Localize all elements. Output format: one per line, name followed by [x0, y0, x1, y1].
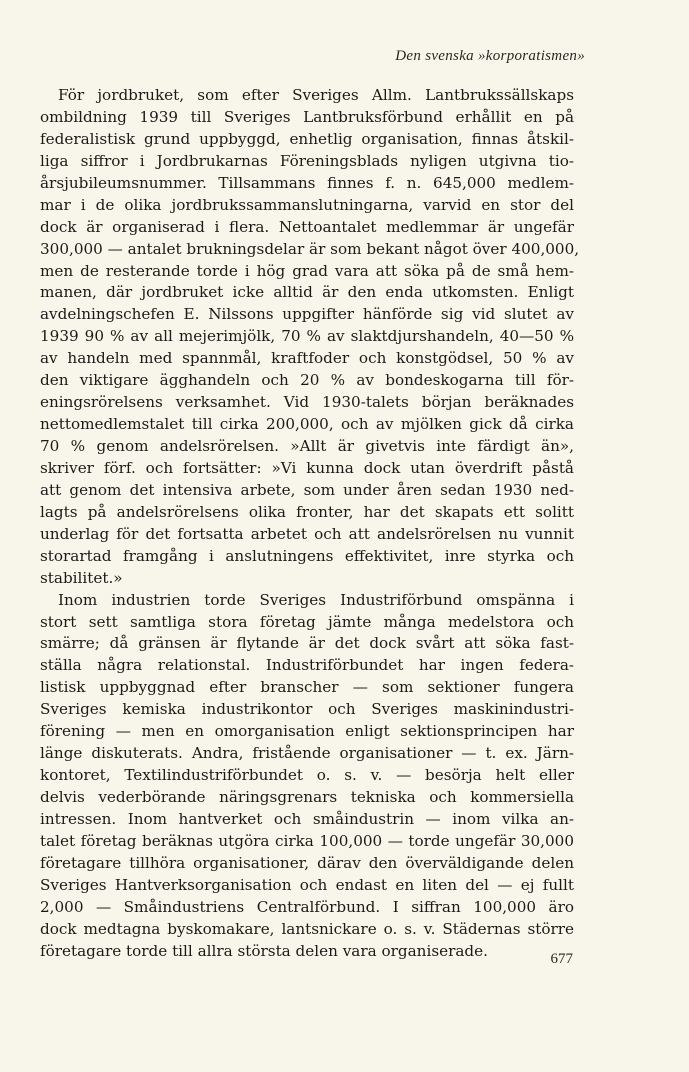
- text-line: talet företag beräknas utgöra cirka 100,000 — torde ungefär 30,000: [40, 831, 574, 850]
- text-line: mar i de olika jordbrukssammanslutningarna, varvid en stor del: [40, 195, 574, 214]
- text-line: stabilitet.»: [40, 568, 123, 587]
- text-line: smärre; då gränsen är flytande är det dock svårt att söka fast-: [40, 634, 574, 653]
- text-line: 1939 90 % av all mejerimjölk, 70 % av slaktdjurshandeln, 40—50 %: [40, 327, 574, 346]
- text-line: men de resterande torde i hög grad vara att söka på de små hem-: [40, 261, 574, 280]
- text-line: eningsrörelsens verksamhet. Vid 1930-talets början beräknades: [40, 393, 574, 412]
- text-line: Sveriges Hantverksorganisation och endast en liten del — ej fullt: [40, 875, 574, 894]
- text-line: företagare tillhöra organisationer, därav den överväldigande delen: [40, 853, 574, 872]
- text-line: att genom det intensiva arbete, som under åren sedan 1930 ned-: [40, 480, 574, 499]
- text-line: den viktigare ägghandeln och 20 % av bondeskogarna till för-: [40, 371, 574, 390]
- text-line: storartad framgång i anslutningens effektivitet, inre styrka och: [40, 546, 574, 565]
- text-line: intressen. Inom hantverket och småindustrin — inom vilka an-: [40, 809, 574, 828]
- text-line: federalistisk grund uppbyggd, enhetlig organisation, finnas åtskil-: [40, 129, 574, 148]
- text-line: Sveriges kemiska industrikontor och Sveriges maskinindustri-: [40, 700, 574, 719]
- text-line: manen, där jordbruket icke alltid är den enda utkomsten. Enligt: [40, 283, 574, 302]
- text-line: För jordbruket, som efter Sveriges Allm. Lantbrukssällskaps: [58, 86, 574, 104]
- body-text: [40, 85, 580, 963]
- text-line: förening — men en omorganisation enligt sektionsprincipen har: [40, 722, 574, 741]
- text-line: av handeln med spannmål, kraftfoder och konstgödsel, 50 % av: [40, 349, 574, 368]
- text-line: avdelningschefen E. Nilssons uppgifter hänförde sig vid slutet av: [40, 305, 574, 324]
- text-line: kontoret, Textilindustriförbundet o. s. v. — besörja helt eller: [40, 766, 574, 785]
- text-line: företagare torde till allra största delen vara organiserade.: [40, 941, 488, 960]
- text-line: 300,000 — antalet brukningsdelar är som bekant något över 400,000,: [40, 239, 580, 258]
- text-line: nettomedlemstalet till cirka 200,000, och av mjölken gick då cirka: [40, 415, 574, 434]
- running-title: Den svenska »korporatismen»: [395, 48, 585, 64]
- text-line: ombildning 1939 till Sveriges Lantbruksförbund erhållit en på: [40, 107, 574, 126]
- text-line: underlag för det fortsatta arbetet och att andelsrörelsen nu vunnit: [40, 524, 574, 543]
- text-line: listisk uppbyggnad efter branscher — som sektioner fungera: [40, 678, 574, 697]
- text-line: dock är organiserad i flera. Nettoantalet medlemmar är ungefär: [40, 217, 574, 236]
- text-line: årsjubileumsnummer. Tillsammans finnes f. n. 645,000 medlem-: [40, 173, 574, 192]
- text-line: delvis vederbörande näringsgrenars tekniska och kommersiella: [40, 788, 574, 806]
- text-line: dock medtagna byskomakare, lantsnickare o. s. v. Städernas större: [40, 919, 574, 938]
- text-line: Inom industrien torde Sveriges Industriförbund omspänna i: [58, 590, 574, 609]
- text-line: lagts på andelsrörelsens olika fronter, har det skapats ett solitt: [40, 502, 574, 521]
- paragraph-farming: [40, 85, 580, 590]
- text-line: 2,000 — Småindustriens Centralförbund. I siffran 100,000 äro: [40, 897, 574, 916]
- text-line: 70 % genom andelsrörelsen. »Allt är givetvis inte färdigt än»,: [40, 437, 574, 455]
- text-line: ställa några relationstal. Industriförbundet har ingen federa-: [40, 656, 574, 675]
- paragraph-industry: [40, 590, 574, 963]
- text-line: liga siffror i Jordbrukarnas Föreningsblads nyligen utgivna tio-: [40, 151, 574, 170]
- text-line: skriver förf. och fortsätter: »Vi kunna dock utan överdrift påstå: [40, 458, 574, 477]
- text-line: stort sett samtliga stora företag jämte många medelstora och: [40, 612, 574, 631]
- page-number: 677: [550, 951, 573, 967]
- text-line: länge diskuterats. Andra, fristående organisationer — t. ex. Järn-: [40, 744, 574, 763]
